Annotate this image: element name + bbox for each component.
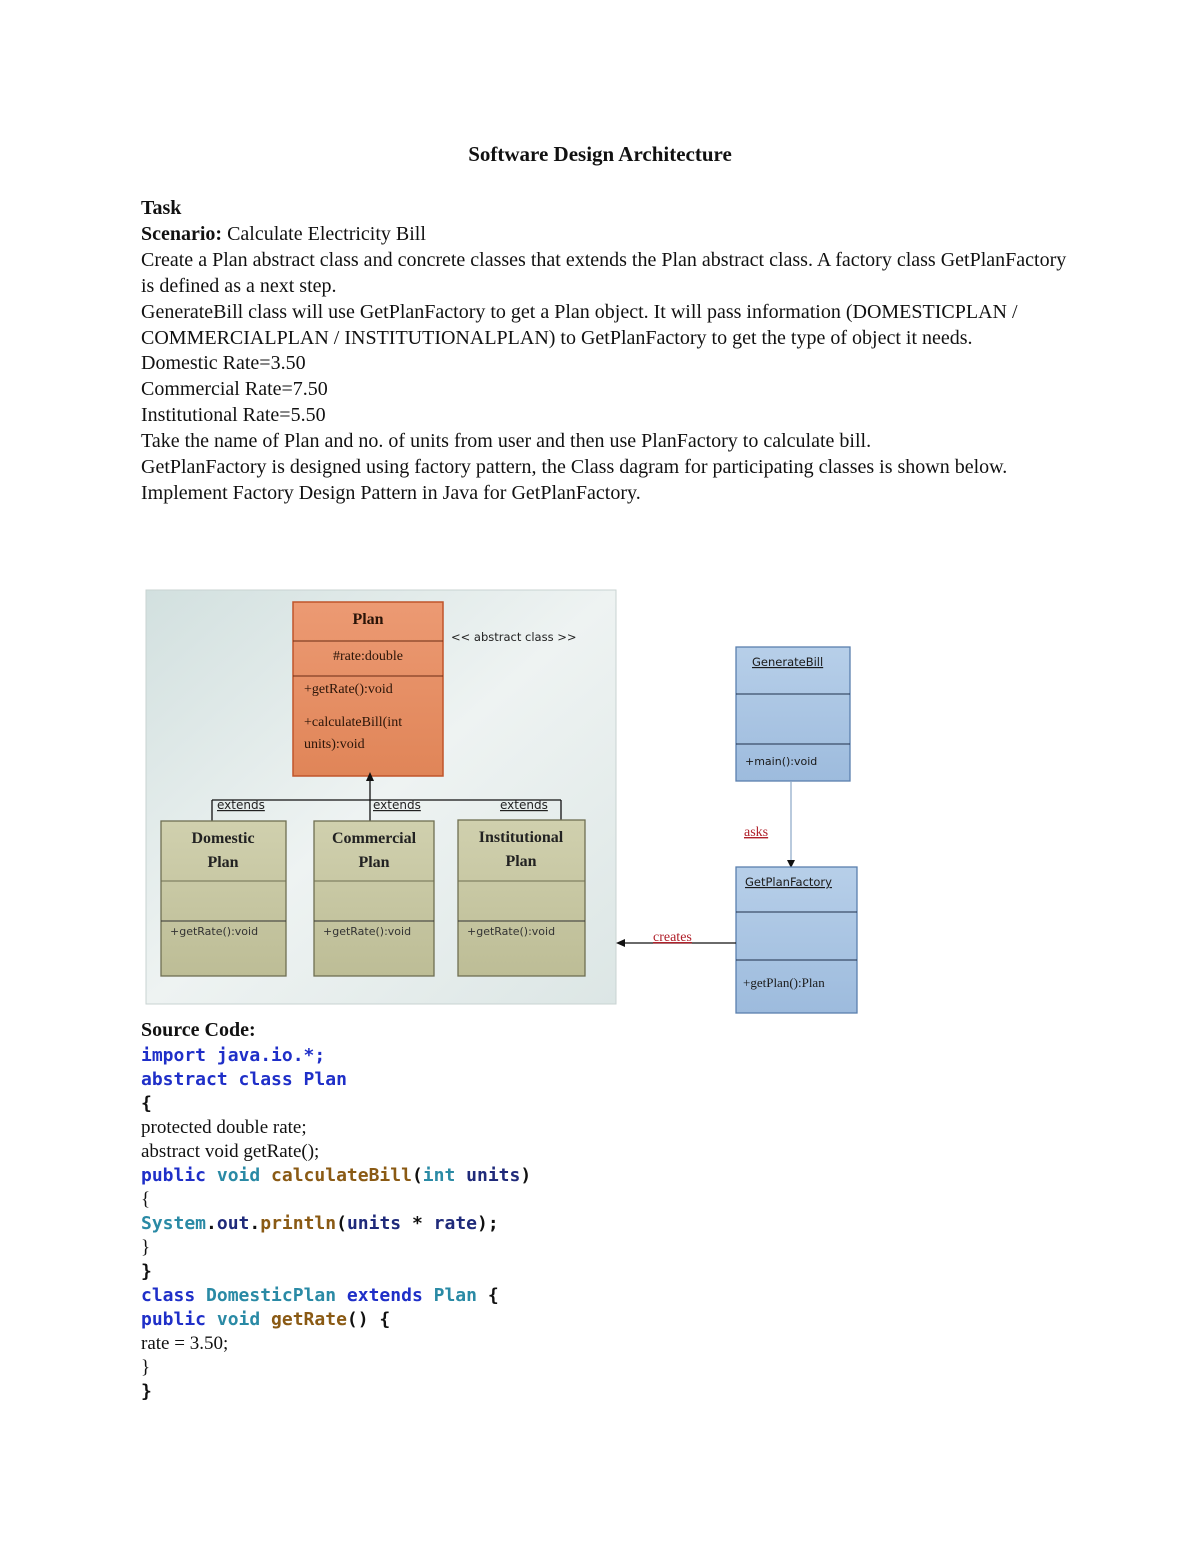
institutional-plan-name-2: Plan bbox=[505, 853, 537, 870]
commercial-plan-name-2: Plan bbox=[358, 854, 390, 871]
generate-bill-name: GenerateBill bbox=[752, 655, 824, 669]
page-title: Software Design Architecture bbox=[468, 142, 732, 166]
code-token: } bbox=[141, 1261, 152, 1282]
rate-domestic: Domestic Rate=3.50 bbox=[141, 352, 306, 375]
code-token: ( bbox=[336, 1213, 347, 1234]
institutional-plan-name-1: Institutional bbox=[478, 829, 564, 846]
creates-arrowhead bbox=[616, 939, 625, 947]
code-token: . bbox=[206, 1213, 217, 1234]
plan-attribute: #rate:double bbox=[333, 649, 403, 664]
domestic-plan-box bbox=[161, 821, 286, 976]
code-line bbox=[141, 1068, 531, 1092]
code-token: } bbox=[141, 1237, 151, 1258]
extends-label-domestic: extends bbox=[217, 798, 265, 812]
code-token: } bbox=[141, 1381, 152, 1402]
code-token: import java.io.*; bbox=[141, 1045, 326, 1066]
institutional-plan-box bbox=[458, 820, 585, 976]
code-token: ); bbox=[477, 1213, 499, 1234]
code-line bbox=[141, 1308, 531, 1332]
code-line bbox=[141, 1116, 531, 1140]
commercial-plan-method: +getRate():void bbox=[323, 925, 412, 938]
domestic-plan-method: +getRate():void bbox=[170, 925, 259, 938]
scenario-text: Calculate Electricity Bill bbox=[227, 222, 426, 245]
commercial-plan-name-1: Commercial bbox=[331, 830, 417, 847]
code-token: void bbox=[216, 1165, 272, 1186]
code-token: rate bbox=[433, 1213, 477, 1234]
source-code-heading: Source Code: bbox=[141, 1019, 256, 1041]
code-line bbox=[141, 1092, 531, 1116]
code-line bbox=[141, 1140, 531, 1164]
paragraph-implement: Implement Factory Design Pattern in Java for GetPlanFactory. bbox=[141, 481, 641, 504]
asks-label: asks bbox=[744, 825, 769, 840]
code-line bbox=[141, 1356, 531, 1380]
code-token: println bbox=[260, 1213, 337, 1234]
plan-stereotype: << abstract class >> bbox=[451, 630, 577, 644]
code-token: { bbox=[487, 1285, 499, 1306]
creates-label: creates bbox=[653, 930, 692, 945]
code-line bbox=[141, 1236, 531, 1260]
code-token: out bbox=[216, 1213, 250, 1234]
paragraph-generate-bill: GenerateBill class will use GetPlanFactory to get a Plan object. It will pass information (DOMESTICPLAN / COMMERCIALPLAN / INSTITUTIONALPLAN) to GetPlanFactory to get the type of object it needs. bbox=[141, 300, 1018, 349]
scenario-label: Scenario: bbox=[141, 222, 223, 245]
get-plan-factory-name: GetPlanFactory bbox=[745, 875, 832, 889]
generate-bill-box bbox=[736, 647, 850, 781]
code-token: . bbox=[249, 1213, 261, 1234]
domestic-plan-name-2: Plan bbox=[207, 854, 239, 871]
domestic-plan-name-1: Domestic bbox=[191, 830, 255, 847]
code-token: abstract void getRate(); bbox=[141, 1141, 320, 1162]
code-line bbox=[141, 1044, 531, 1068]
extends-label-commercial: extends bbox=[373, 798, 421, 812]
code-token: ) bbox=[520, 1165, 532, 1186]
code-token: class bbox=[141, 1285, 207, 1306]
task-heading: Task bbox=[141, 197, 182, 219]
code-token: units bbox=[466, 1165, 521, 1186]
source-code-block bbox=[141, 1044, 531, 1404]
get-plan-factory-box bbox=[736, 867, 857, 1013]
code-token: getRate bbox=[271, 1309, 347, 1330]
generate-bill-method: +main():void bbox=[745, 755, 818, 768]
code-line bbox=[141, 1284, 531, 1308]
institutional-plan-method: +getRate():void bbox=[467, 925, 556, 938]
paragraph-user-input: Take the name of Plan and no. of units from user and then use PlanFactory to calculate bill. bbox=[141, 430, 872, 453]
plan-method-calculatebill-2: units):void bbox=[304, 737, 365, 752]
code-token: int bbox=[422, 1165, 467, 1186]
code-token: () { bbox=[346, 1309, 391, 1330]
code-token: } bbox=[141, 1357, 151, 1378]
code-line bbox=[141, 1380, 531, 1404]
code-token: protected double rate; bbox=[141, 1117, 307, 1138]
code-token: { bbox=[141, 1189, 151, 1210]
code-token: * bbox=[401, 1213, 434, 1234]
plan-class-name: Plan bbox=[352, 611, 384, 628]
code-token: calculateBill bbox=[271, 1165, 412, 1186]
code-token: rate = 3.50; bbox=[141, 1333, 229, 1354]
code-token: extends bbox=[346, 1285, 434, 1306]
plan-method-getrate: +getRate():void bbox=[304, 682, 393, 697]
code-token: { bbox=[141, 1093, 152, 1114]
code-token: System bbox=[141, 1213, 207, 1234]
rate-commercial: Commercial Rate=7.50 bbox=[141, 378, 328, 401]
paragraph-factory-pattern: GetPlanFactory is designed using factory pattern, the Class dagram for participating classes is shown below. bbox=[141, 456, 1008, 479]
code-token: units bbox=[346, 1213, 402, 1234]
code-token: public bbox=[141, 1165, 217, 1186]
plan-class-box bbox=[293, 602, 443, 776]
code-token: abstract class Plan bbox=[141, 1069, 347, 1090]
code-token: ( bbox=[411, 1165, 423, 1186]
code-line bbox=[141, 1332, 531, 1356]
code-token: Plan bbox=[433, 1285, 488, 1306]
paragraph-plan-classes: Create a Plan abstract class and concrete classes that extends the Plan abstract class. A factory class GetPlanFactory is defined as a next step. bbox=[141, 248, 1067, 297]
code-line bbox=[141, 1164, 531, 1188]
plan-method-calculatebill-1: +calculateBill(int bbox=[304, 715, 403, 730]
code-token: void bbox=[216, 1309, 272, 1330]
get-plan-factory-method: +getPlan():Plan bbox=[743, 975, 825, 990]
code-line bbox=[141, 1188, 531, 1212]
code-line bbox=[141, 1260, 531, 1284]
code-line bbox=[141, 1212, 531, 1236]
code-token: public bbox=[141, 1309, 217, 1330]
commercial-plan-box bbox=[314, 821, 434, 976]
code-token: DomesticPlan bbox=[206, 1285, 347, 1306]
extends-label-institutional: extends bbox=[500, 798, 548, 812]
rate-institutional: Institutional Rate=5.50 bbox=[141, 404, 326, 427]
